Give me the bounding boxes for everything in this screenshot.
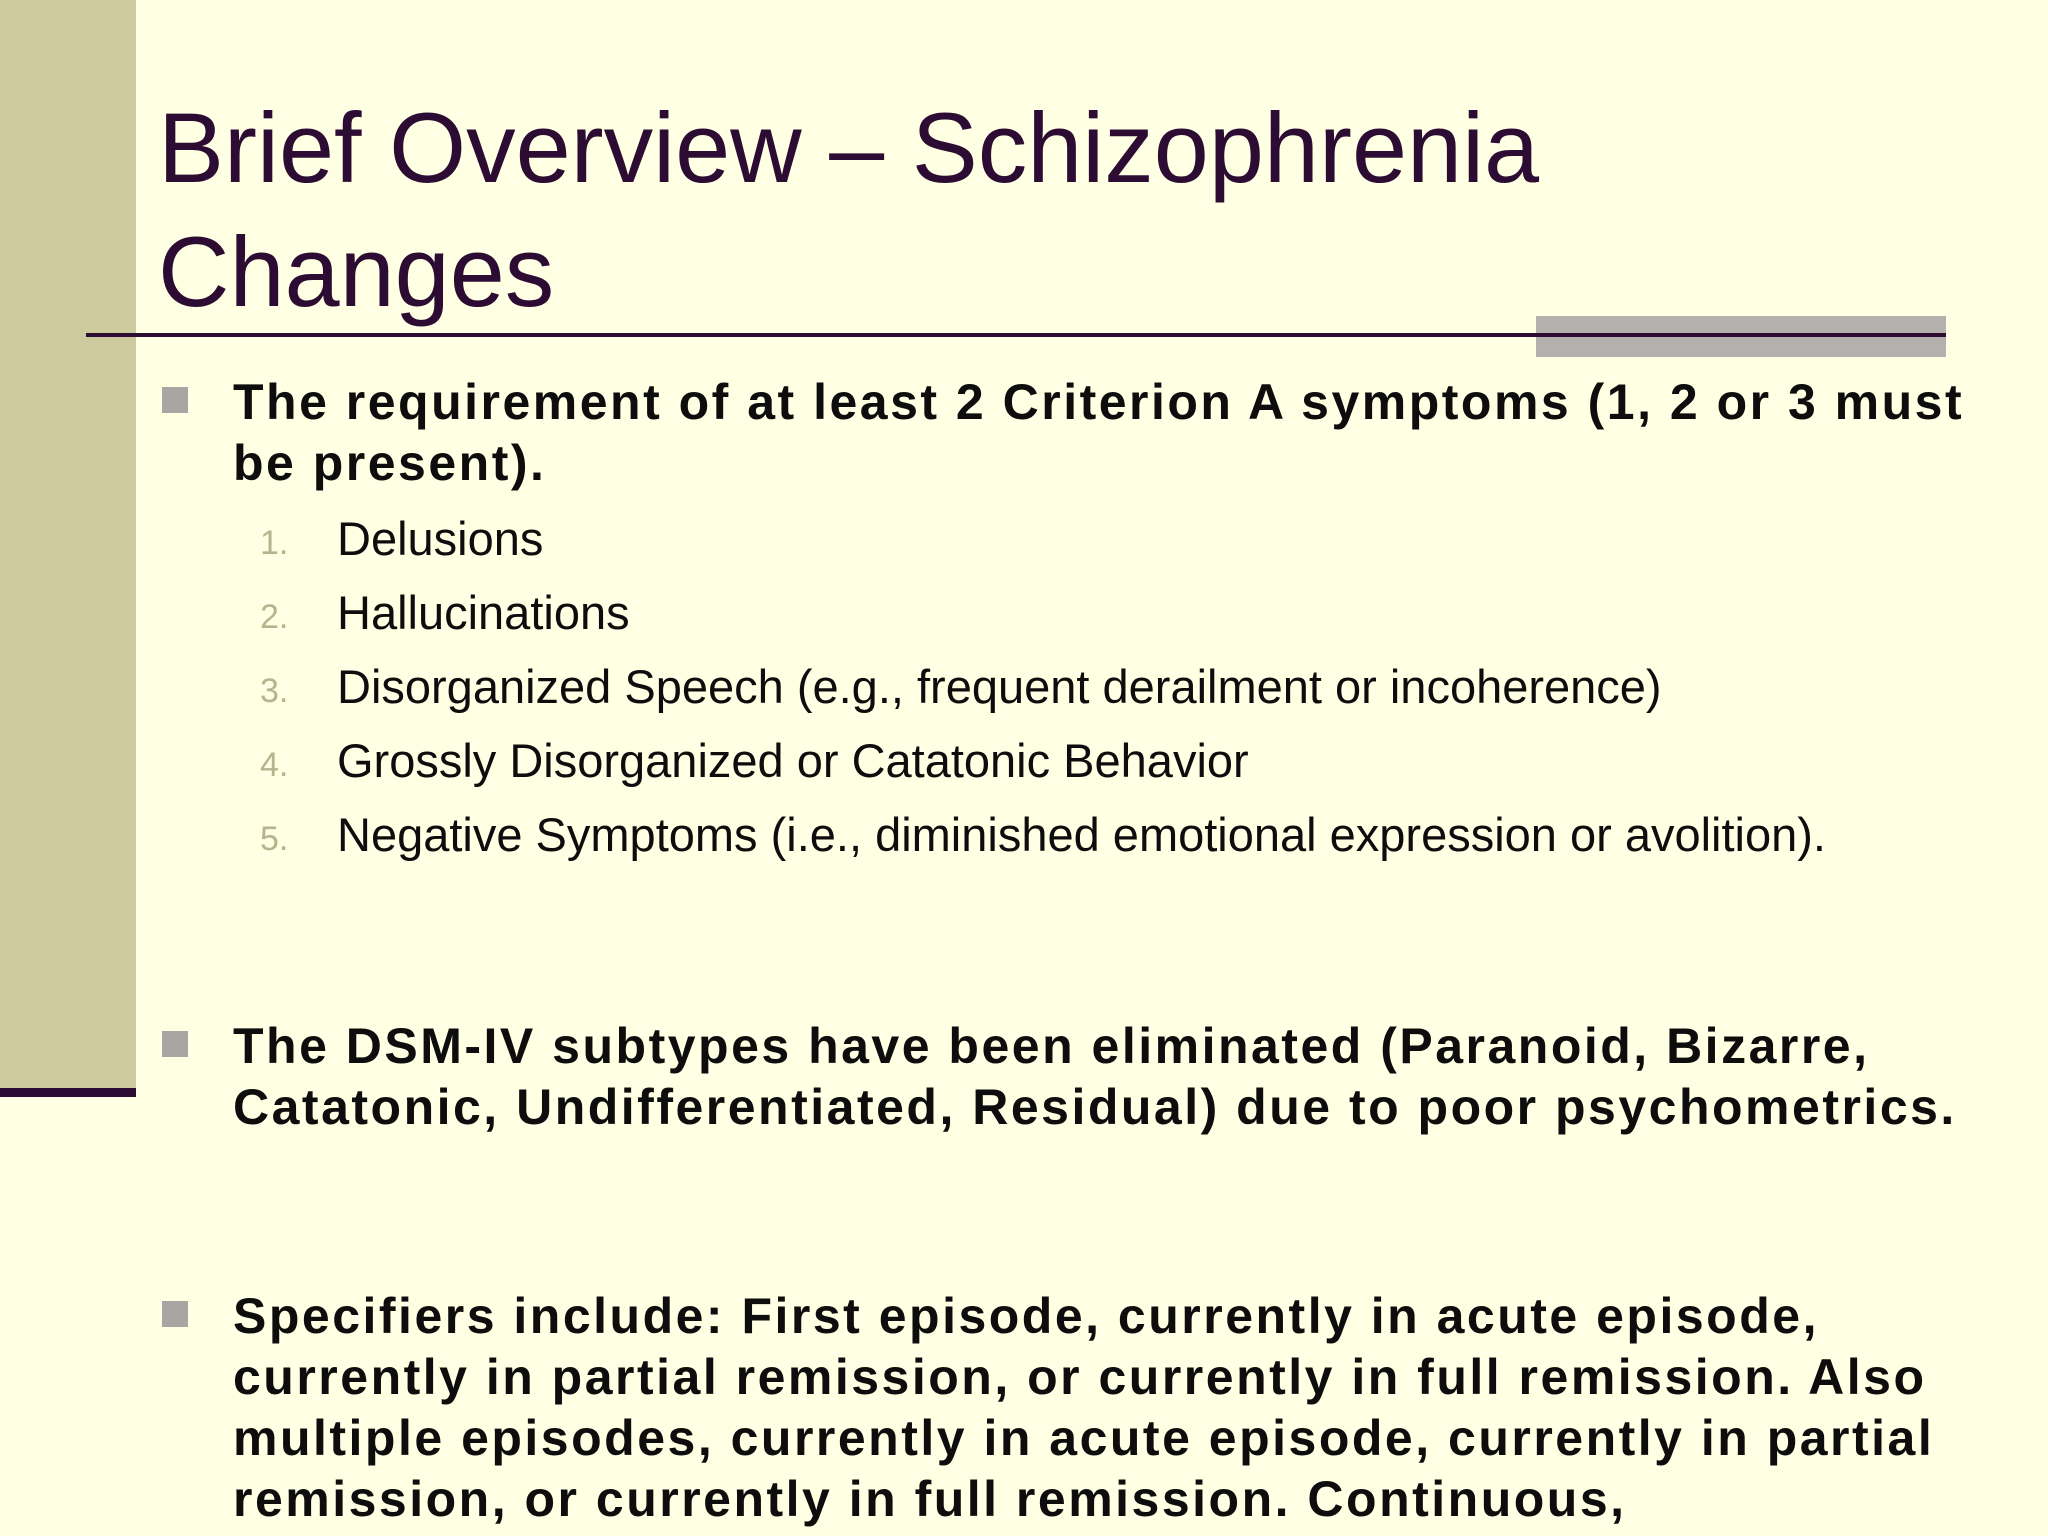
left-accent-underline bbox=[0, 1088, 136, 1097]
criteria-number: 2. bbox=[260, 598, 289, 636]
left-accent-bar bbox=[0, 0, 136, 1088]
square-bullet-icon bbox=[162, 1301, 188, 1327]
criteria-item bbox=[260, 804, 1860, 865]
bullet-text: The requirement of at least 2 Criterion A symptoms (1, 2 or 3 must be present). bbox=[233, 374, 1965, 491]
slide-title: Brief Overview – Schizophrenia Changes bbox=[158, 92, 1540, 327]
criteria-list bbox=[260, 508, 1860, 878]
criteria-number: 3. bbox=[260, 672, 289, 710]
bullet-text: Specifiers include: First episode, currently in acute episode, currently in partial remission, or currently in full remission. Also multiple episodes, currently in acute episode, currently in partial remission, or currently in full remission. Continuous, bbox=[233, 1288, 1935, 1527]
bullet-criterion-a bbox=[233, 372, 1973, 494]
criteria-number: 4. bbox=[260, 746, 289, 784]
criteria-item bbox=[260, 508, 1860, 569]
criteria-text: Grossly Disorganized or Catatonic Behavior bbox=[337, 734, 1249, 787]
criteria-item bbox=[260, 582, 1860, 643]
criteria-number: 1. bbox=[260, 524, 289, 562]
title-accent-block bbox=[1536, 316, 1946, 357]
criteria-text: Delusions bbox=[337, 512, 544, 565]
criteria-text: Disorganized Speech (e.g., frequent derailment or incoherence) bbox=[337, 660, 1662, 713]
bullet-text: The DSM-IV subtypes have been eliminated (Paranoid, Bizarre, Catatonic, Undifferentiated, Residual) due to poor psychometrics. bbox=[233, 1018, 1957, 1135]
square-bullet-icon bbox=[162, 1031, 188, 1057]
square-bullet-icon bbox=[162, 387, 188, 413]
criteria-number: 5. bbox=[260, 820, 289, 858]
bullet-specifiers bbox=[233, 1286, 1973, 1530]
criteria-text: Hallucinations bbox=[337, 586, 630, 639]
criteria-text: Negative Symptoms (i.e., diminished emotional expression or avolition). bbox=[337, 808, 1826, 861]
bullet-subtypes bbox=[233, 1016, 1973, 1138]
criteria-item bbox=[260, 730, 1860, 791]
criteria-item bbox=[260, 656, 1860, 717]
